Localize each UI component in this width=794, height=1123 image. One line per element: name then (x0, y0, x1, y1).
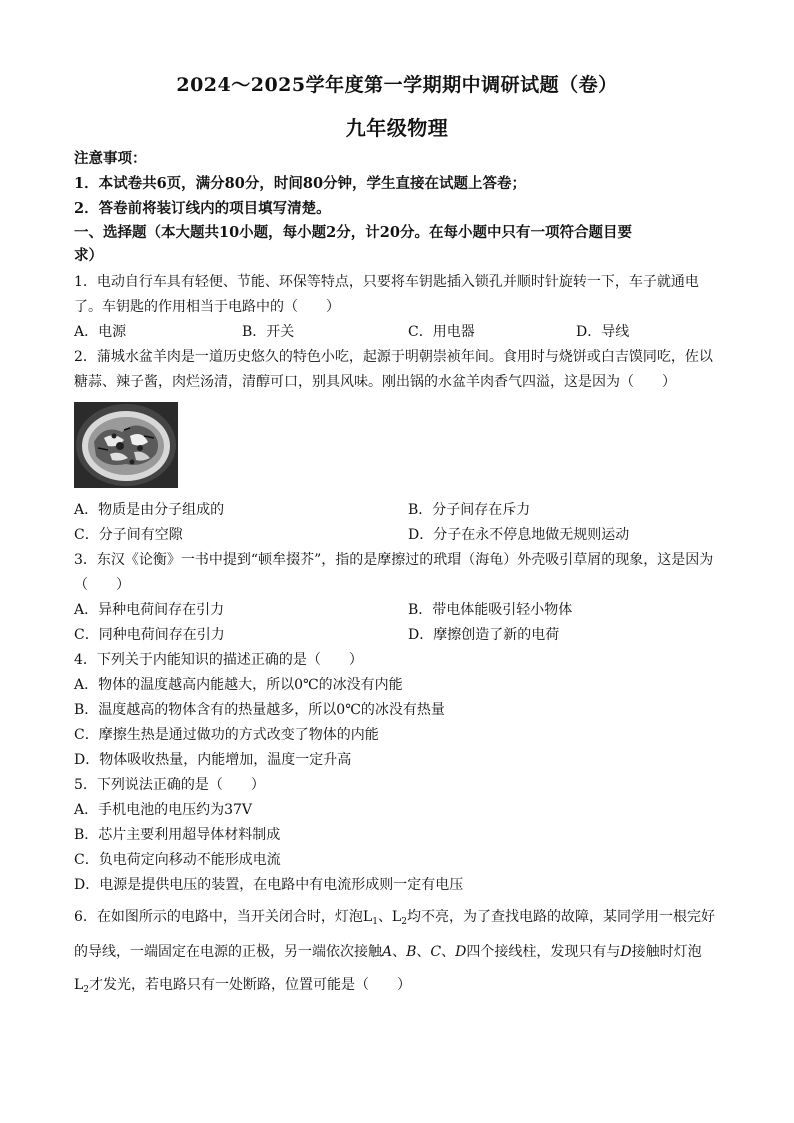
question-3-text-cont: （ ） (74, 577, 130, 593)
q6-text-part: 接触时灯泡 (631, 944, 702, 960)
q2-option-c: C．分子间有空隙 (74, 527, 183, 543)
q2-option-a: A．物质是由分子组成的 (74, 502, 225, 518)
question-5-text: 5．下列说法正确的是（ ） (74, 777, 265, 793)
subscript: 1 (372, 917, 378, 927)
q2-option-d: D．分子在永不停息地做无规则运动 (408, 527, 630, 543)
notice-item: 2．答卷前将装订线内的项目填写清楚。 (74, 200, 331, 217)
subscript: 2 (83, 985, 90, 995)
separator: 、 (416, 944, 431, 960)
question-6-text-end (74, 975, 724, 1000)
terminal-d-label: D (620, 944, 632, 960)
q4-option-a: A．物体的温度越高内能越大，所以0℃的冰没有内能 (74, 677, 403, 693)
notice-heading: 注意事项： (74, 150, 147, 167)
q6-text-part: 的导线，一端固定在电源的正极，另一端依次接触 (74, 944, 382, 960)
question-6-text-cont (74, 942, 724, 962)
section-heading: 一、选择题（本大题共10小题，每小题2分，计20分。在每小题中只有一项符合题目要 (74, 224, 632, 241)
question-2-text: 2．蒲城水盆羊肉是一道历史悠久的特色小吃，起源于明朝崇祯年间。食用时与烧饼或白吉馍同吃，佐以 (74, 349, 713, 365)
question-3-text: 3．东汉《论衡》一书中提到“顿牟掇芥”，指的是摩擦过的玳瑁（海龟）外壳吸引草屑的现象，这是因为 (74, 552, 714, 568)
q4-option-c: C．摩擦生热是通过做功的方式改变了物体的内能 (74, 727, 379, 743)
q5-option-b: B．芯片主要利用超导体材料制成 (74, 827, 281, 843)
separator: 、 (441, 944, 456, 960)
mutton-soup-photo (74, 402, 178, 488)
question-6-text (74, 907, 724, 932)
question-4-text: 4．下列关于内能知识的描述正确的是（ ） (74, 652, 363, 668)
q2-option-b: B．分子间存在斥力 (408, 502, 531, 518)
terminal-b-label: B (406, 944, 417, 960)
q6-text-part: 、L (377, 909, 402, 925)
terminal-a-label: A (382, 944, 393, 960)
q6-text-part: 才发光，若电路只有一处断路，位置可能是（ ） (89, 977, 412, 993)
q6-text-part: 6．在如图所示的电路中，当开关闭合时，灯泡L (74, 909, 373, 925)
q1-option-c: C．用电器 (408, 324, 475, 340)
terminal-c-label: C (430, 944, 442, 960)
notice-item: 1．本试卷共6页，满分80分，时间80分钟，学生直接在试题上答卷； (74, 175, 527, 192)
q3-option-d: D．摩擦创造了新的电荷 (408, 627, 560, 643)
q1-option-d: D．导线 (576, 324, 630, 340)
exam-subtitle: 九年级物理 (345, 116, 449, 140)
q5-option-d: D．电源是提供电压的装置，在电路中有电流形成则一定有电压 (74, 877, 464, 893)
q4-option-b: B．温度越高的物体含有的热量越多，所以0℃的冰没有热量 (74, 702, 445, 718)
question-2-text-cont: 糖蒜、辣子酱，肉烂汤清，清醇可口，别具风味。刚出锅的水盆羊肉香气四溢，这是因为（ ） (74, 374, 676, 390)
section-heading-cont: 求） (74, 247, 103, 264)
subscript: 2 (401, 917, 407, 927)
q1-option-a: A．电源 (74, 324, 127, 340)
q1-option-b: B．开关 (242, 324, 295, 340)
q6-text-part: L (74, 977, 84, 993)
question-1-text: 1．电动自行车具有轻便、节能、环保等特点，只要将车钥匙插入锁孔并顺时针旋转一下，车子就通电 (74, 274, 699, 290)
q4-option-d: D．物体吸收热量，内能增加，温度一定升高 (74, 752, 352, 768)
question-1-text-cont: 了。车钥匙的作用相当于电路中的（ ） (74, 299, 340, 315)
q6-text-part: 四个接线柱，发现只有与 (466, 944, 621, 960)
q6-text-part: 均不亮，为了查找电路的故障，某同学用一根完好 (406, 909, 715, 925)
q3-option-b: B．带电体能吸引轻小物体 (408, 602, 573, 618)
terminal-d-label: D (455, 944, 467, 960)
separator: 、 (392, 944, 407, 960)
q3-option-a: A．异种电荷间存在引力 (74, 602, 225, 618)
q3-option-c: C．同种电荷间存在引力 (74, 627, 225, 643)
q5-option-c: C．负电荷定向移动不能形成电流 (74, 852, 281, 868)
q5-option-a: A．手机电池的电压约为37V (74, 802, 253, 818)
exam-title: 2024～2025学年度第一学期期中调研试题（卷） (176, 74, 618, 96)
